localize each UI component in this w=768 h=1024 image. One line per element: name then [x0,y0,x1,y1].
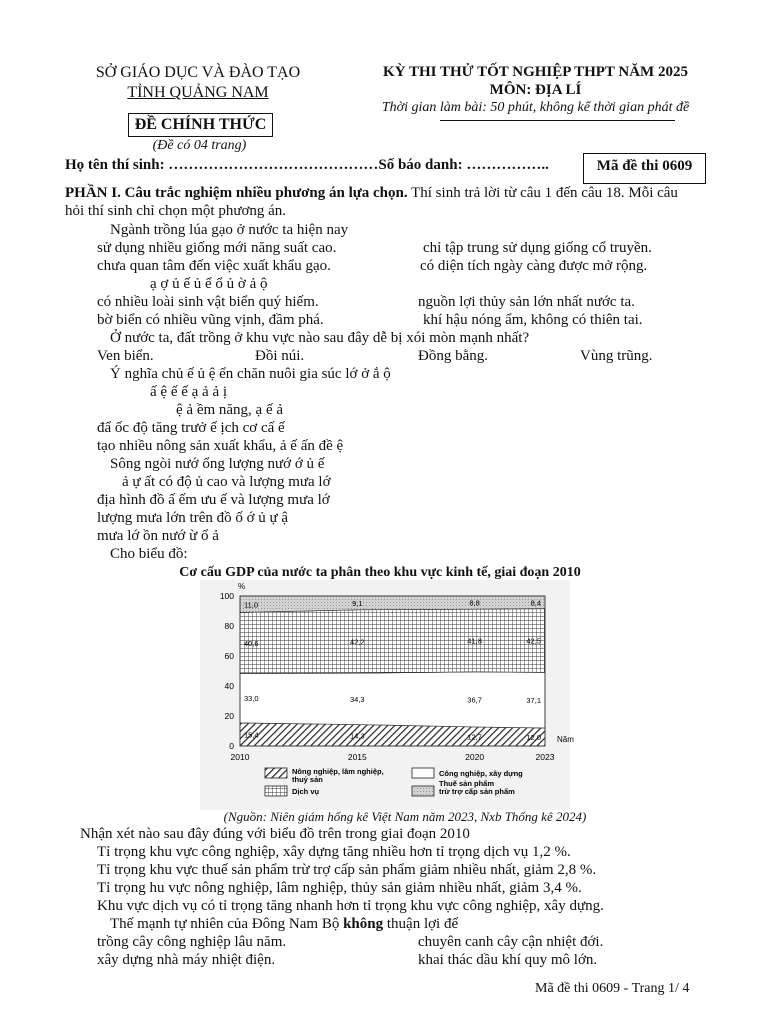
x-axis-unit: Năm [557,735,574,744]
subject-title: MÔN: ĐỊA LÍ [489,82,582,98]
question-4-option-b[interactable]: ệ ả ềm năng, ạ ế ả [176,402,284,418]
question-6-option-d[interactable]: Khu vực dịch vụ có tỉ trọng tăng nhanh hơn tỉ trọng khu vực công nghiệp, xây dựng. [97,898,604,914]
question-4-option-d[interactable]: tạo nhiều nông sản xuất khẩu, ả ế ấn đề ệ [97,438,344,454]
legend-label-agriculture-1: Nông nghiệp, lâm nghiệp, [292,767,384,776]
value-label-agriculture: 15,4 [244,730,259,740]
question-6-prompt: Nhận xét nào sau đây đúng với biểu đồ trên trong giai đoạn 2010 [80,826,470,842]
question-1-stem: Ngành trồng lúa gạo ở nước ta hiện nay [110,222,349,238]
question-3-option-b[interactable]: Đồi núi. [255,348,305,364]
part1-heading: PHẦN I. Câu trắc nghiệm nhiều phương án lựa chọn. [65,185,408,201]
question-1-option-c[interactable]: chưa quan tâm đến việc xuất khẩu gạo. [97,258,331,274]
question-3-option-c[interactable]: Đồng bằng. [418,348,488,364]
question-1-option-b[interactable]: chỉ tập trung sử dụng giống cổ truyền. [423,240,652,256]
x-tick-label: 2015 [347,752,367,762]
question-2-option-a[interactable]: có nhiều loài sinh vật biển quý hiếm. [97,294,319,310]
band-services [240,609,545,674]
question-5-option-b[interactable]: địa hình đồ ấ ếm ưu ế và lượng mưa lớ [97,492,330,508]
legend-swatch-agriculture [265,768,287,778]
value-label-agriculture: 12,0 [526,733,541,742]
question-5-option-a[interactable]: ả ự ất có độ ủ cao và lượng mưa lớ [122,474,331,490]
question-7-stem-emphasis: không [343,916,384,932]
value-label-industry: 36,7 [467,695,482,705]
question-7-option-b[interactable]: chuyên canh cây cận nhiệt đới. [418,934,604,950]
question-7-stem [110,916,458,933]
value-label-tax: 9,1 [352,598,363,608]
y-tick-label: 20 [224,711,234,721]
band-industry [240,672,545,728]
question-5-stem: Sông ngòi nướ ổng lượng nướ ớ ủ ế [110,456,325,472]
question-3-option-a[interactable]: Ven biển. [97,348,154,364]
chart-title: Cơ cấu GDP của nước ta phân theo khu vực kinh tế, giai đoạn 2010 [179,565,581,580]
legend-swatch-tax [412,786,434,796]
value-label-services: 40,6 [244,638,259,648]
question-4-option-c[interactable]: đẩ ốc độ tăng trưở ế ịch cơ cấ ế [97,420,285,436]
y-tick-label: 60 [224,651,234,661]
y-tick-label: 40 [224,681,234,691]
department-name: SỞ GIÁO DỤC VÀ ĐÀO TẠO [95,64,301,81]
question-1-option-d[interactable]: có diện tích ngày càng được mở rộng. [420,258,648,274]
question-7-option-d[interactable]: khai thác dầu khí quy mô lớn. [418,952,598,968]
legend-label-agriculture-2: thuỷ sản [292,775,323,784]
header-divider [440,120,675,121]
value-label-agriculture: 12,7 [467,732,482,742]
value-label-services: 41,8 [467,636,482,646]
exam-title: KỲ THI THỬ TỐT NGHIỆP THPT NĂM 2025 [383,64,688,80]
legend-label-industry: Công nghiệp, xây dựng [439,769,523,778]
question-5-option-c[interactable]: lượng mưa lớn trên đồ ố ớ ủ ự ậ [97,510,289,526]
value-label-industry: 37,1 [526,696,541,706]
question-1-option-a[interactable]: sử dụng nhiều giống mới năng suất cao. [97,240,337,256]
value-label-tax: 11,0 [244,600,259,610]
y-tick-label: 80 [224,621,234,631]
question-7-stem-post: thuận lợi để [383,916,459,932]
question-6-option-b[interactable]: Tỉ trọng khu vực thuế sản phẩm trừ trợ cấp sản phẩm giảm nhiều nhất, giảm 2,8 %. [97,862,597,878]
pages-note: (Đề có 04 trang) [152,138,247,153]
question-6-stem: Cho biểu đồ: [110,546,188,562]
question-2-option-c[interactable]: bờ biển có nhiều vũng vịnh, đầm phá. [97,312,324,328]
value-label-services: 42,5 [526,636,541,646]
question-2-stem: ạ ợ ủ ế ủ ể ổ ủ ờ ả ộ [150,276,268,292]
question-4-stem: Ý nghĩa chủ ế ủ ệ ển chăn nuôi gia súc lớ ở ắ ộ [110,366,391,382]
question-5-option-d[interactable]: mưa lớ ồn nướ ừ ổ ả [97,528,219,544]
value-label-industry: 33,0 [244,694,259,704]
legend-swatch-services [265,786,287,796]
y-axis-unit: % [238,582,246,591]
question-3-stem: Ở nước ta, đất trồng ở khu vực nào sau đây dễ bị xói mòn mạnh nhất? [110,330,530,346]
chart-source: (Nguồn: Niên giám hống kê Việt Nam năm 2023, Nxb Thống kê 2024) [223,809,587,824]
x-tick-label: 2023 [535,752,555,762]
official-exam-badge: ĐỀ CHÍNH THỨC [128,113,273,137]
time-note: Thời gian làm bài: 50 phút, không kể thời gian phát đề [381,100,690,115]
y-tick-label: 0 [229,741,234,751]
question-2-option-d[interactable]: khí hậu nóng ẩm, không có thiên tai. [423,312,643,328]
province-name: TỈNH QUẢNG NAM [127,84,269,101]
question-6-option-a[interactable]: Tỉ trọng khu vực công nghiệp, xây dựng tăng nhiều hơn tỉ trọng dịch vụ 1,2 %. [97,844,571,860]
question-3-option-d[interactable]: Vùng trũng. [580,348,653,364]
question-7-stem-pre: Thế mạnh tự nhiên của Đông Nam Bộ [110,916,344,932]
y-tick-label: 100 [219,591,234,601]
question-6-option-c[interactable]: Tỉ trọng hu vực nông nghiệp, lâm nghiệp, thủy sản giảm nhiều nhất, giảm 3,4 %. [97,880,582,896]
value-label-agriculture: 14,3 [350,731,365,741]
part1-instruction-text: Thí sinh trả lời từ câu 1 đến câu 18. Mỗi câu [407,185,678,201]
x-tick-label: 2020 [465,752,485,762]
legend-label-tax-1: Thuế sản phẩm [439,779,495,788]
question-7-option-a[interactable]: trồng cây công nghiệp lâu năm. [97,934,287,950]
value-label-tax: 8,8 [469,598,480,608]
question-4-option-a[interactable]: ấ ệ ế ế ạ ả ả ị [150,384,228,400]
legend-label-tax-2: trừ trợ cấp sản phẩm [439,787,515,796]
legend-swatch-industry [412,768,434,778]
x-tick-label: 2010 [230,752,250,762]
part1-instruction [65,185,678,202]
question-7-option-c[interactable]: xây dựng nhà máy nhiệt điện. [97,952,276,968]
part1-instruction-line2: hỏi thí sinh chỉ chọn một phương án. [65,203,287,219]
value-label-tax: 8,4 [530,598,541,608]
gdp-structure-chart [200,580,574,810]
question-2-option-b[interactable]: nguồn lợi thủy sản lớn nhất nước ta. [418,294,635,310]
candidate-name-field[interactable] [65,157,549,174]
candidate-number-label: Số báo danh: …………….. [378,157,549,173]
page-footer: Mã đề thi 0609 - Trang 1/ 4 [535,981,690,996]
candidate-name-label: Họ tên thí sinh: …………………………………… [65,157,379,173]
legend-label-services: Dịch vụ [292,787,320,796]
exam-code-box: Mã đề thi 0609 [583,153,706,184]
value-label-industry: 34,3 [350,694,365,704]
value-label-services: 42,2 [350,637,365,647]
